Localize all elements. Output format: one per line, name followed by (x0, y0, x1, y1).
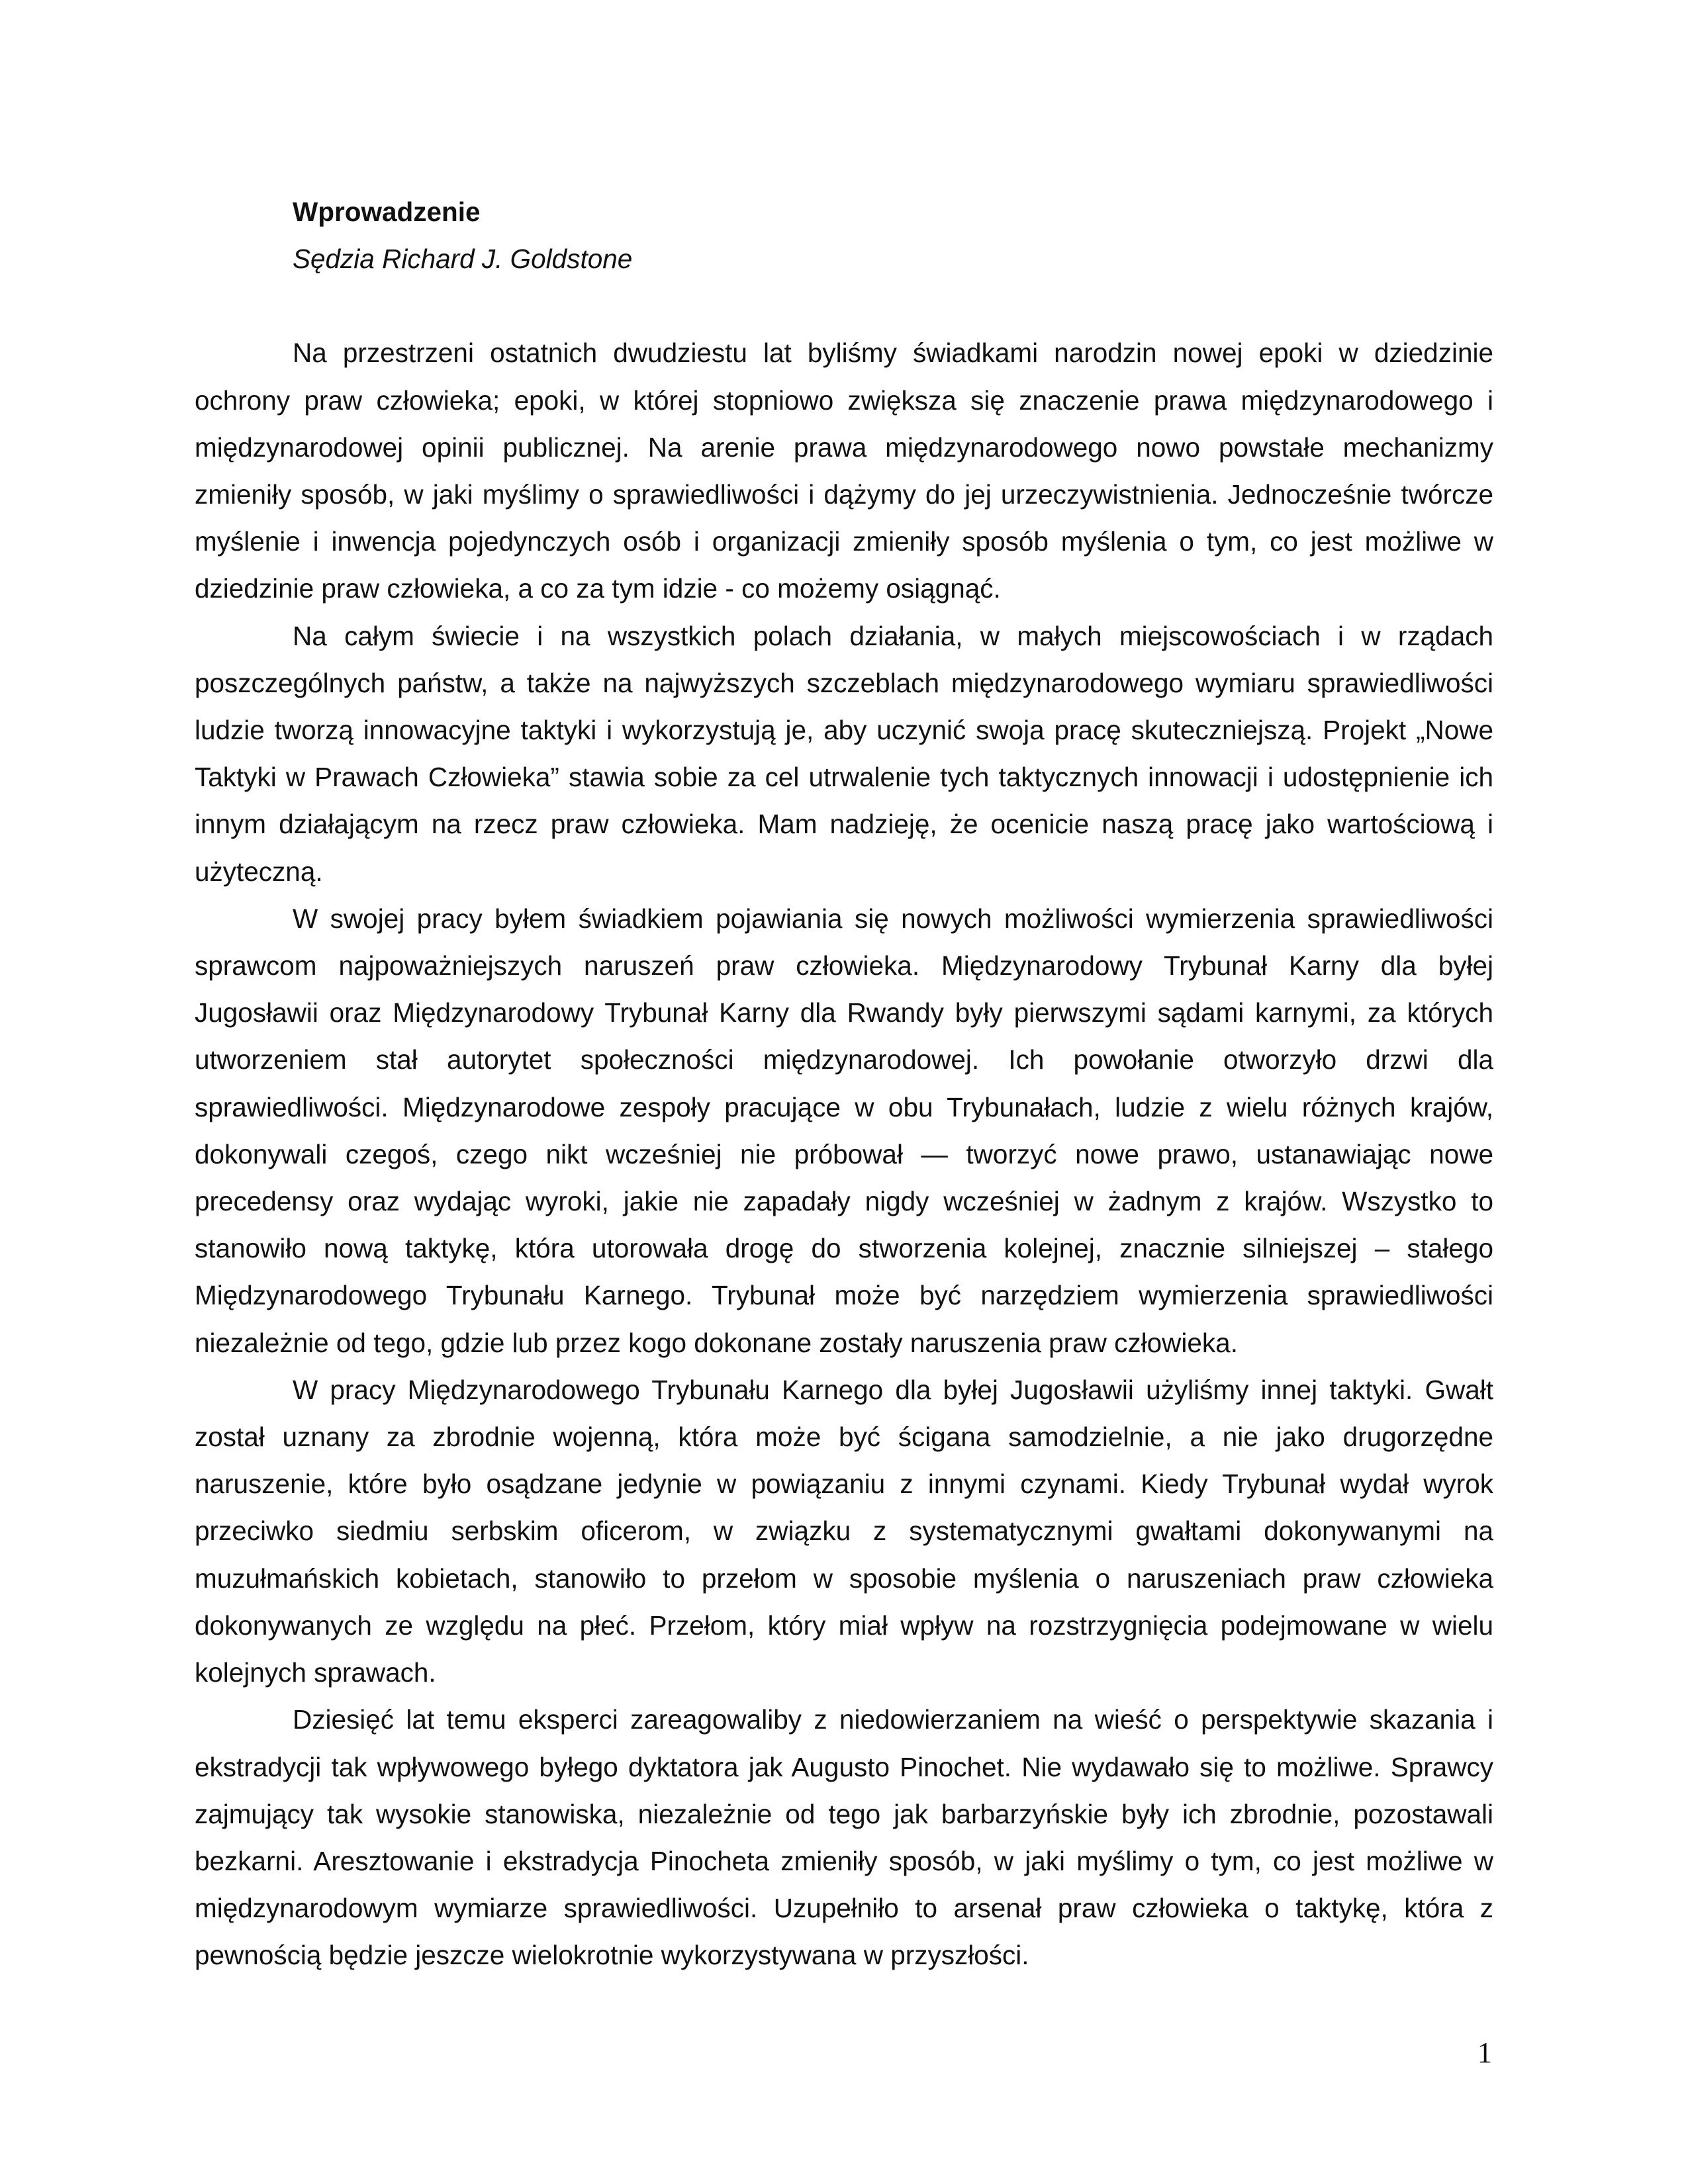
document-content (195, 189, 1493, 1979)
document-author: Sędzia Richard J. Goldstone (293, 244, 633, 275)
page-number: 1 (1477, 2036, 1492, 2069)
document-title: Wprowadzenie (293, 197, 481, 227)
paragraph-1: Na przestrzeni ostatnich dwudziestu lat byliśmy świadkami narodzin nowej epoki w dziedzinie ochrony praw człowieka; epoki, w której stopniowo zwiększa się znaczenie prawa międzynarodowego i międzynarodowej opinii publicznej. Na arenie prawa międzynarodowego nowo powstałe mechanizmy zmieniły sposób, w jaki myślimy o sprawiedliwości i dążymy do jej urzeczywistnienia. Jednocześnie twórcze myślenie i inwencja pojedynczych osób i organizacji zmieniły sposób myślenia o tym, co jest możliwe w dziedzinie praw człowieka, a co za tym idzie - co możemy osiągnąć. (195, 338, 1493, 604)
paragraph-5: Dziesięć lat temu eksperci zareagowaliby z niedowierzaniem na wieść o perspektywie skazania i ekstradycji tak wpływowego byłego dyktatora jak Augusto Pinochet. Nie wydawało się to możliwe. Sprawcy zajmujący tak wysokie stanowiska, niezależnie od tego jak barbarzyńskie były ich zbrodnie, pozostawali bezkarni. Aresztowanie i ekstradycja Pinocheta zmieniły sposób, w jaki myślimy o tym, co jest możliwe w międzynarodowym wymiarze sprawiedliwości. Uzupełniło to arsenał praw człowieka o taktykę, która z pewnością będzie jeszcze wielokrotnie wykorzystywana w przyszłości. (195, 1704, 1493, 1971)
paragraph-2: Na całym świecie i na wszystkich polach działania, w małych miejscowościach i w rządach poszczególnych państw, a także na najwyższych szczeblach międzynarodowego wymiaru sprawiedliwości ludzie tworzą innowacyjne taktyki i wykorzystują je, aby uczynić swoja pracę skuteczniejszą. Projekt „Nowe Taktyki w Prawach Człowieka” stawia sobie za cel utrwalenie tych taktycznych innowacji i udostępnienie ich innym działającym na rzecz praw człowieka. Mam nadzieję, że ocenicie naszą pracę jako wartościową i użyteczną. (195, 620, 1493, 887)
paragraph-4: W pracy Międzynarodowego Trybunału Karnego dla byłej Jugosławii użyliśmy innej taktyki. Gwałt został uznany za zbrodnie wojenną, która może być ścigana samodzielnie, a nie jako drugorzędne naruszenie, które było osądzane jedynie w powiązaniu z innymi czynami. Kiedy Trybunał wydał wyrok przeciwko siedmiu serbskim oficerom, w związku z systematycznymi gwałtami dokonywanymi na muzułmańskich kobietach, stanowiło to przełom w sposobie myślenia o naruszeniach praw człowieka dokonywanych ze względu na płeć. Przełom, który miał wpływ na rozstrzygnięcia podejmowane w wielu kolejnych sprawach. (195, 1374, 1493, 1688)
paragraph-3: W swojej pracy byłem świadkiem pojawiania się nowych możliwości wymierzenia sprawiedliwości sprawcom najpoważniejszych naruszeń praw człowieka. Międzynarodowy Trybunał Karny dla byłej Jugosławii oraz Międzynarodowy Trybunał Karny dla Rwandy były pierwszymi sądami karnymi, za których utworzeniem stał autorytet społeczności międzynarodowej. Ich powołanie otworzyło drzwi dla sprawiedliwości. Międzynarodowe zespoły pracujące w obu Trybunałach, ludzie z wielu różnych krajów, dokonywali czegoś, czego nikt wcześniej nie próbował — tworzyć nowe prawo, ustanawiając nowe precedensy oraz wydając wyroki, jakie nie zapadały nigdy wcześniej w żadnym z krajów. Wszystko to stanowiło nową taktykę, która utorowała drogę do stworzenia kolejnej, znacznie silniejszej – stałego Międzynarodowego Trybunału Karnego. Trybunał może być narzędziem wymierzenia sprawiedliwości niezależnie od tego, gdzie lub przez kogo dokonane zostały naruszenia praw człowieka. (195, 903, 1493, 1358)
